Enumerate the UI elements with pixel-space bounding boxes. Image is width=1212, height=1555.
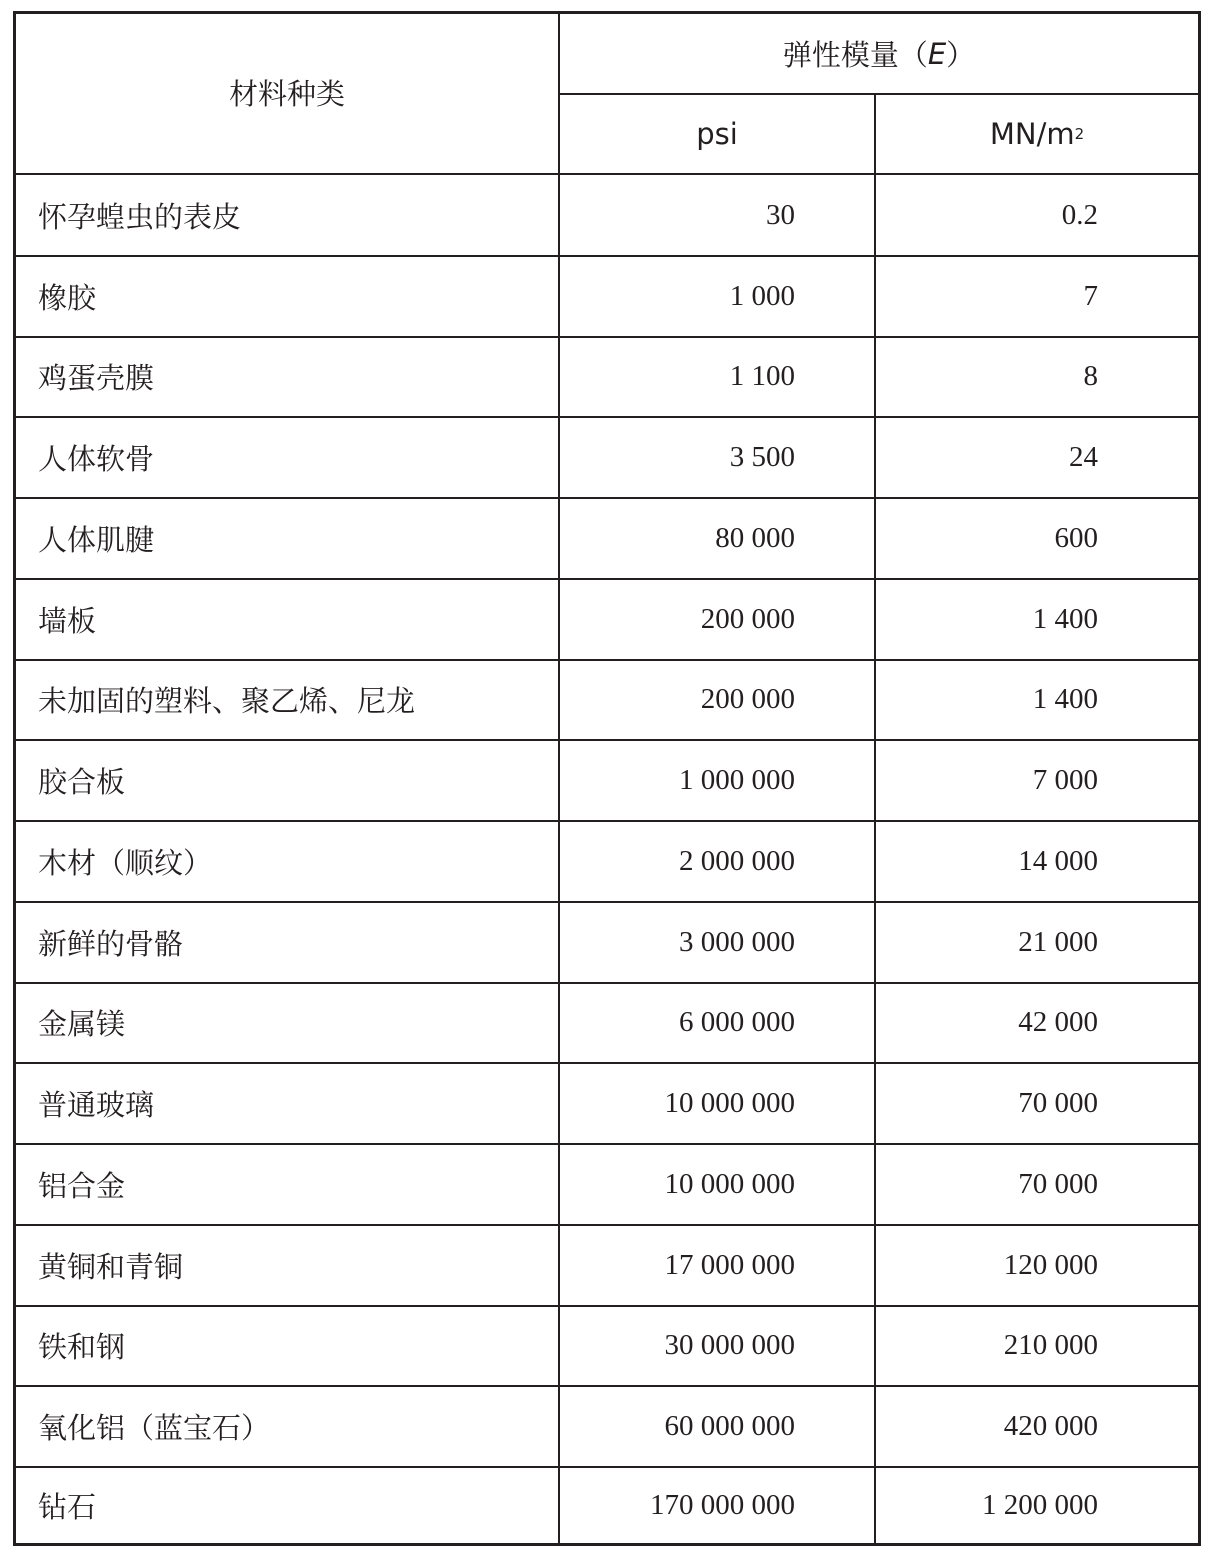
- si-value-cell: 120 000: [1003, 1248, 1098, 1281]
- psi-value-cell: 200 000: [700, 683, 795, 716]
- material-name-cell: 黄铜和青铜: [38, 1249, 184, 1284]
- material-name-cell: 木材（顺纹）: [38, 845, 213, 880]
- header-material-type-label: 材料种类: [228, 76, 345, 111]
- material-name-cell: 鸡蛋壳膜: [38, 361, 155, 396]
- si-value-cell: 14 000: [1018, 844, 1098, 877]
- psi-value-cell: 3 000 000: [679, 925, 795, 958]
- header-elastic-modulus-symbol: E: [927, 36, 947, 71]
- psi-value-cell: 170 000 000: [650, 1488, 795, 1521]
- psi-value-cell: 1 000: [729, 279, 795, 312]
- header-unit-si-base: MN/m: [989, 117, 1075, 151]
- header-material-type: [16, 14, 558, 174]
- modulus-table: [13, 11, 1201, 1546]
- material-name-cell: 普通玻璃: [38, 1088, 155, 1123]
- si-value-cell: 420 000: [1003, 1410, 1098, 1443]
- si-value-cell: 1 200 000: [982, 1488, 1098, 1521]
- material-name-cell: 新鲜的骨骼: [38, 926, 184, 961]
- header-elastic-modulus-prefix: 弹性模量（: [782, 38, 928, 72]
- si-value-cell: 600: [1054, 521, 1098, 554]
- si-value-cell: 21 000: [1018, 925, 1098, 958]
- si-value-cell: 210 000: [1003, 1329, 1098, 1362]
- material-name-cell: 人体肌腱: [38, 522, 155, 557]
- si-value-cell: 42 000: [1018, 1006, 1098, 1039]
- header-unit-si: [876, 95, 1198, 173]
- si-value-cell: 0.2: [1061, 198, 1098, 231]
- material-name-cell: 未加固的塑料、聚乙烯、尼龙: [38, 684, 416, 719]
- material-name-cell: 铝合金: [38, 1168, 126, 1203]
- si-value-cell: 24: [1069, 441, 1098, 474]
- psi-value-cell: 2 000 000: [679, 844, 795, 877]
- psi-value-cell: 17 000 000: [664, 1248, 795, 1281]
- psi-value-cell: 60 000 000: [664, 1410, 795, 1443]
- material-name-cell: 墙板: [38, 603, 97, 638]
- si-value-cell: 70 000: [1018, 1087, 1098, 1120]
- psi-value-cell: 30: [766, 198, 795, 231]
- material-name-cell: 金属镁: [38, 1007, 126, 1042]
- material-name-cell: 钻石: [38, 1489, 97, 1524]
- psi-value-cell: 10 000 000: [664, 1087, 795, 1120]
- si-value-cell: 1 400: [1032, 683, 1098, 716]
- psi-value-cell: 1 000 000: [679, 764, 795, 797]
- psi-value-cell: 30 000 000: [664, 1329, 795, 1362]
- si-value-cell: 70 000: [1018, 1167, 1098, 1200]
- psi-value-cell: 80 000: [715, 521, 795, 554]
- material-name-cell: 怀孕蝗虫的表皮: [38, 199, 242, 234]
- psi-value-cell: 1 100: [729, 360, 795, 393]
- header-elastic-modulus-suffix: ）: [946, 38, 976, 72]
- material-name-cell: 胶合板: [38, 765, 126, 800]
- material-name-cell: 氧化铝（蓝宝石）: [38, 1411, 271, 1446]
- material-name-cell: 铁和钢: [38, 1330, 126, 1365]
- material-name-cell: 人体软骨: [38, 442, 155, 477]
- psi-value-cell: 3 500: [729, 441, 795, 474]
- si-value-cell: 7: [1083, 279, 1098, 312]
- header-unit-psi-label: psi: [696, 117, 738, 151]
- psi-value-cell: 6 000 000: [679, 1006, 795, 1039]
- si-value-cell: 1 400: [1032, 602, 1098, 635]
- si-value-cell: 8: [1083, 360, 1098, 393]
- header-unit-psi: [560, 95, 874, 173]
- header-unit-si-exponent: 2: [1074, 125, 1085, 143]
- psi-value-cell: 10 000 000: [664, 1167, 795, 1200]
- material-name-cell: 橡胶: [38, 280, 97, 315]
- si-value-cell: 7 000: [1032, 764, 1098, 797]
- header-elastic-modulus: [560, 14, 1198, 93]
- psi-value-cell: 200 000: [700, 602, 795, 635]
